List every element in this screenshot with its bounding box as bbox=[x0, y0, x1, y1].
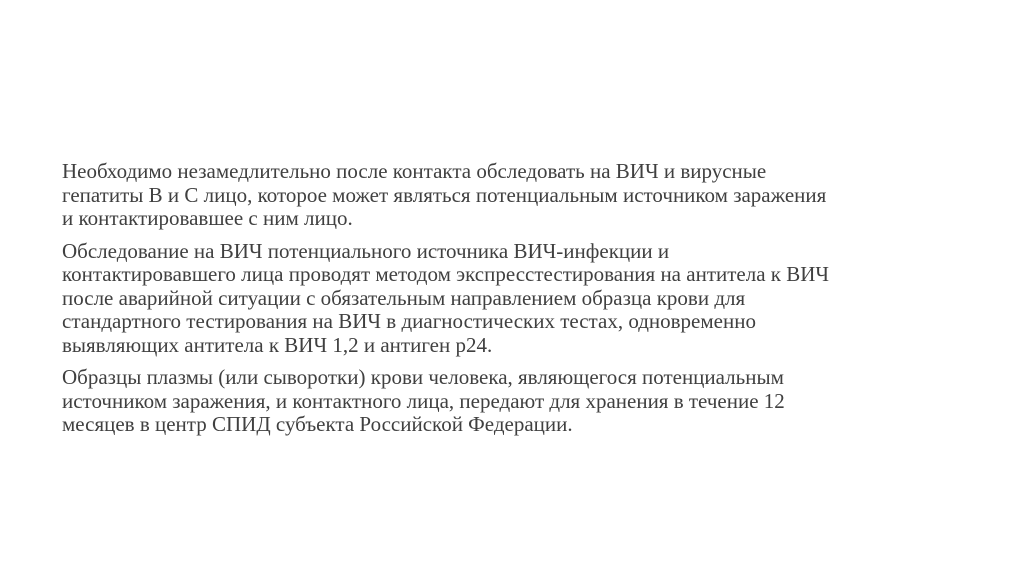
text-line: и контактировавшее с ним лицо. bbox=[62, 206, 353, 230]
text-line: Обследование на ВИЧ потенциального источника ВИЧ-инфекции и bbox=[62, 238, 670, 263]
paragraph-hiv-express-testing bbox=[62, 240, 962, 358]
text-line: после аварийной ситуации с обязательным направлением образца крови для bbox=[62, 285, 746, 310]
text-line: месяцев в центр СПИД субъекта Российской Федерации. bbox=[62, 412, 573, 436]
text-line: выявляющих антитела к ВИЧ 1,2 и антиген р24. bbox=[62, 332, 493, 357]
text-line: контактировавшего лица проводят методом экспресстестирования на антитела к ВИЧ bbox=[62, 262, 830, 286]
slide-body-text bbox=[62, 160, 962, 437]
paragraph-examination-after-contact bbox=[62, 160, 962, 231]
text-line: Образцы плазмы (или сыворотки) крови человека, являющегося потенциальным bbox=[62, 365, 784, 389]
text-line: стандартного тестирования на ВИЧ в диагностических тестах, одновременно bbox=[62, 309, 756, 333]
text-line: источником заражения, и контактного лица, передают для хранения в течение 12 bbox=[62, 388, 785, 413]
text-line: гепатиты В и С лицо, которое может являться потенциальным источником заражения bbox=[62, 182, 827, 207]
text-line: Необходимо незамедлительно после контакта обследовать на ВИЧ и вирусные bbox=[62, 159, 767, 183]
paragraph-sample-storage bbox=[62, 366, 962, 437]
